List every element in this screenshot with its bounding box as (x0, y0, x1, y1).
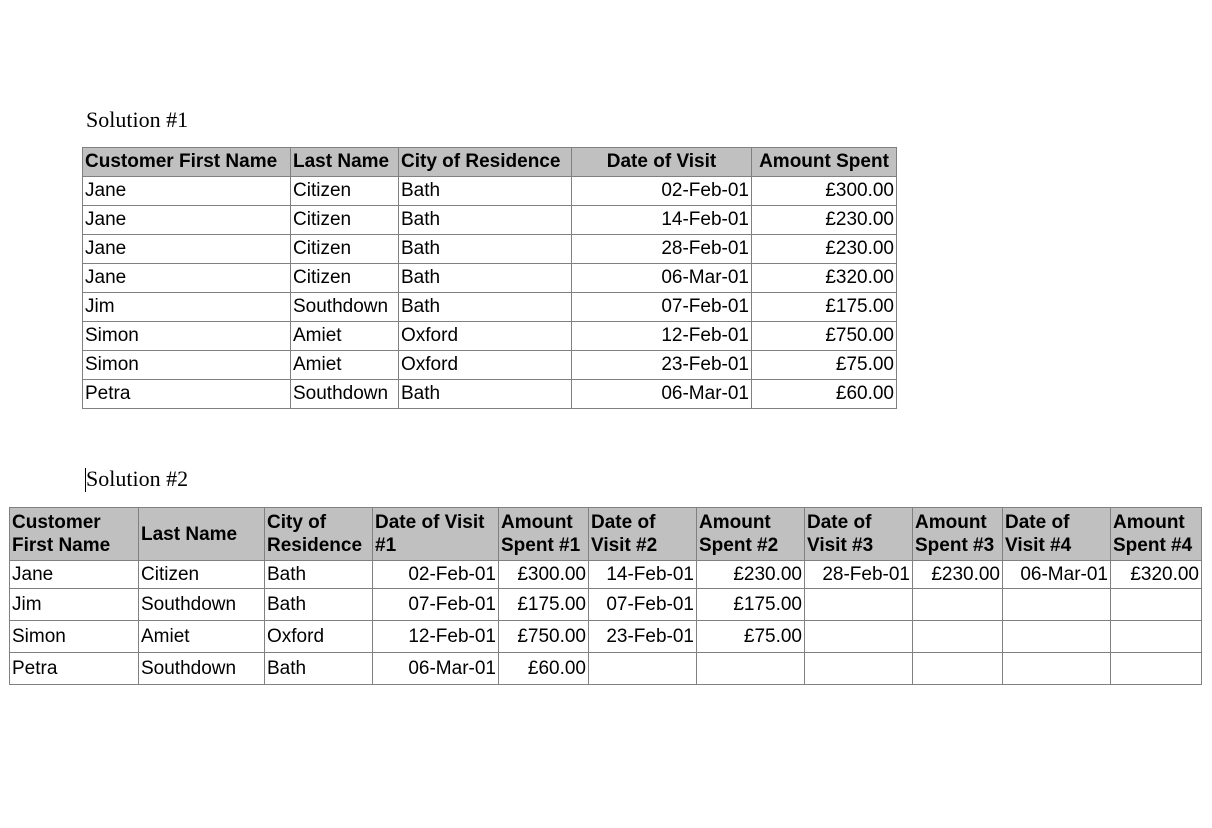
table-cell (1111, 589, 1202, 621)
table-cell: Bath (399, 235, 572, 264)
table-cell: Bath (265, 561, 373, 589)
table-cell: 14-Feb-01 (572, 206, 752, 235)
table-cell: £230.00 (913, 561, 1003, 589)
table-cell: 06-Mar-01 (373, 653, 499, 685)
table-header-row (83, 148, 897, 177)
table-cell: 02-Feb-01 (373, 561, 499, 589)
table-cell: £75.00 (752, 351, 897, 380)
table-cell: £230.00 (752, 206, 897, 235)
table-cell: £750.00 (752, 322, 897, 351)
solution2-table (9, 507, 1202, 685)
table-cell: Citizen (291, 206, 399, 235)
table-cell: Amiet (291, 351, 399, 380)
table-cell: 06-Mar-01 (1003, 561, 1111, 589)
table-cell: Bath (399, 206, 572, 235)
table-cell: £230.00 (697, 561, 805, 589)
table-cell (1003, 589, 1111, 621)
table-cell: Oxford (399, 322, 572, 351)
table-cell: Bath (399, 177, 572, 206)
table-cell: Simon (83, 351, 291, 380)
table-cell: 07-Feb-01 (589, 589, 697, 621)
header-amount-spent-3: Amount Spent #3 (913, 508, 1003, 561)
table-cell: £75.00 (697, 621, 805, 653)
table-row (10, 653, 1202, 685)
table-cell: Bath (399, 293, 572, 322)
table-cell: Citizen (139, 561, 265, 589)
table-cell: 12-Feb-01 (572, 322, 752, 351)
table-cell: Petra (10, 653, 139, 685)
table-cell: Citizen (291, 235, 399, 264)
table-cell (805, 653, 913, 685)
table-cell: Southdown (139, 589, 265, 621)
table-cell: Bath (265, 653, 373, 685)
header-date-of-visit-3: Date of Visit #3 (805, 508, 913, 561)
table-cell: £750.00 (499, 621, 589, 653)
table-cell: £60.00 (499, 653, 589, 685)
table-cell: Jane (83, 177, 291, 206)
table-cell: £175.00 (499, 589, 589, 621)
table-row (83, 293, 897, 322)
table-row (10, 561, 1202, 589)
table-cell: £60.00 (752, 380, 897, 409)
table-cell: 07-Feb-01 (572, 293, 752, 322)
header-amount-spent-2: Amount Spent #2 (697, 508, 805, 561)
table-cell: 28-Feb-01 (572, 235, 752, 264)
header-last-name: Last Name (291, 148, 399, 177)
table-cell: £175.00 (697, 589, 805, 621)
header-customer-first-name: Customer First Name (83, 148, 291, 177)
solution1-table (82, 147, 897, 409)
header-amount-spent: Amount Spent (752, 148, 897, 177)
table-cell: Jane (10, 561, 139, 589)
table-cell: Southdown (291, 380, 399, 409)
table-cell: 02-Feb-01 (572, 177, 752, 206)
header-city-of-residence: City of Residence (399, 148, 572, 177)
table-cell: £175.00 (752, 293, 897, 322)
table-cell: Jane (83, 264, 291, 293)
table-cell: £320.00 (1111, 561, 1202, 589)
table-cell: Amiet (139, 621, 265, 653)
table-row (83, 177, 897, 206)
table-cell: Citizen (291, 264, 399, 293)
table-cell: 06-Mar-01 (572, 264, 752, 293)
table-cell: Jane (83, 206, 291, 235)
header-date-of-visit: Date of Visit (572, 148, 752, 177)
table-cell (913, 589, 1003, 621)
table-cell: Southdown (139, 653, 265, 685)
table-row (83, 264, 897, 293)
table-cell (697, 653, 805, 685)
table-cell (913, 621, 1003, 653)
table-cell (1003, 621, 1111, 653)
table-cell: Southdown (291, 293, 399, 322)
table-cell: £300.00 (752, 177, 897, 206)
table-cell (589, 653, 697, 685)
table-cell: 12-Feb-01 (373, 621, 499, 653)
table-row (83, 206, 897, 235)
table-cell: Jane (83, 235, 291, 264)
table-cell: 23-Feb-01 (589, 621, 697, 653)
table-cell (1111, 653, 1202, 685)
header-date-of-visit-4: Date of Visit #4 (1003, 508, 1111, 561)
header-amount-spent-1: Amount Spent #1 (499, 508, 589, 561)
table-cell: 28-Feb-01 (805, 561, 913, 589)
table-cell: Bath (399, 380, 572, 409)
table-cell (805, 621, 913, 653)
table-cell (805, 589, 913, 621)
table-cell: Simon (83, 322, 291, 351)
header-date-of-visit-2: Date of Visit #2 (589, 508, 697, 561)
table-cell: 14-Feb-01 (589, 561, 697, 589)
table-cell: 07-Feb-01 (373, 589, 499, 621)
table-row (83, 351, 897, 380)
header-city-of-residence: City of Residence (265, 508, 373, 561)
table-cell: Oxford (399, 351, 572, 380)
table-row (10, 589, 1202, 621)
table-header-row (10, 508, 1202, 561)
table-cell: 06-Mar-01 (572, 380, 752, 409)
solution2-heading: Solution #2 (86, 466, 189, 491)
header-last-name: Last Name (139, 508, 265, 561)
table-cell: Simon (10, 621, 139, 653)
table-cell: Jim (10, 589, 139, 621)
table-cell: £230.00 (752, 235, 897, 264)
table-cell (1003, 653, 1111, 685)
header-date-of-visit-1: Date of Visit #1 (373, 508, 499, 561)
table-cell: Jim (83, 293, 291, 322)
table-row (10, 621, 1202, 653)
table-cell: Citizen (291, 177, 399, 206)
header-amount-spent-4: Amount Spent #4 (1111, 508, 1202, 561)
table-row (83, 322, 897, 351)
header-customer-first-name: Customer First Name (10, 508, 139, 561)
table-cell: Amiet (291, 322, 399, 351)
table-cell: 23-Feb-01 (572, 351, 752, 380)
solution1-heading: Solution #1 (86, 107, 189, 132)
table-cell (1111, 621, 1202, 653)
table-cell: £300.00 (499, 561, 589, 589)
table-cell: Bath (265, 589, 373, 621)
table-cell: Bath (399, 264, 572, 293)
table-cell: £320.00 (752, 264, 897, 293)
table-row (83, 380, 897, 409)
table-cell: Oxford (265, 621, 373, 653)
table-cell (913, 653, 1003, 685)
table-row (83, 235, 897, 264)
table-cell: Petra (83, 380, 291, 409)
